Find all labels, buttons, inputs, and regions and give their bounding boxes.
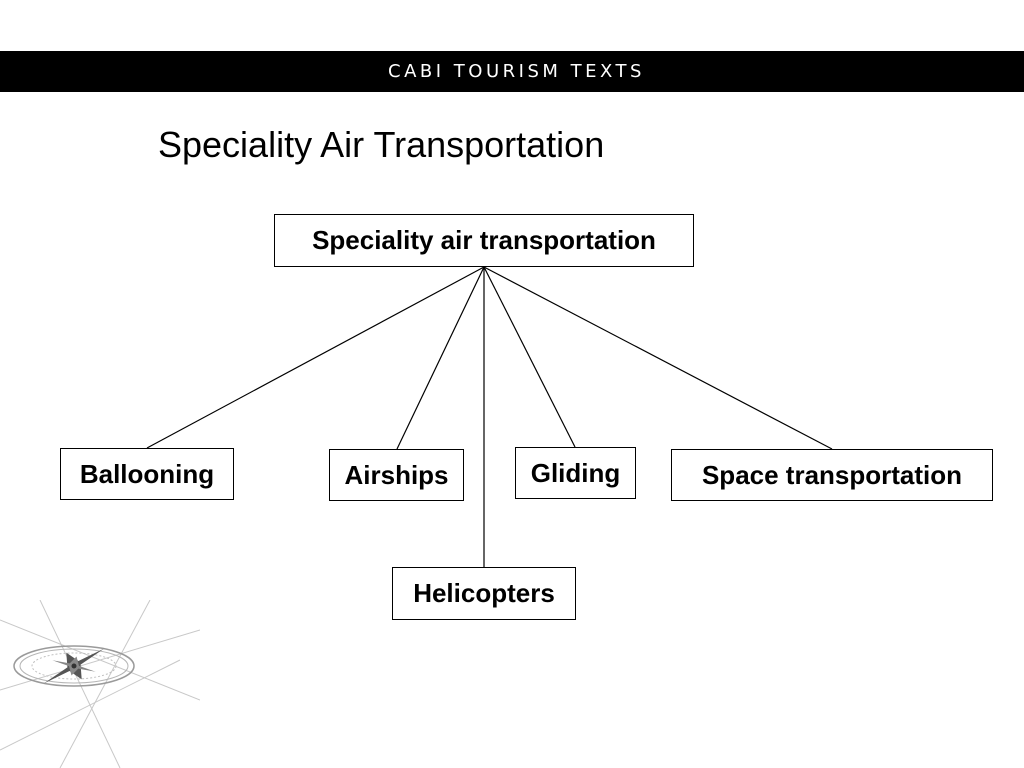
banner-text: CABI TOURISM TEXTS: [388, 61, 645, 82]
node-ballooning: Ballooning: [60, 448, 234, 500]
connector-gliding: [484, 267, 575, 447]
slide-title: Speciality Air Transportation: [158, 124, 605, 165]
connector-airships: [397, 267, 484, 449]
node-gliding: Gliding: [515, 447, 636, 499]
node-root: Speciality air transportation: [274, 214, 694, 267]
node-airships: Airships: [329, 449, 464, 501]
compass-rose-icon: [0, 600, 200, 768]
connector-space-transportation: [484, 267, 832, 449]
node-helicopters: Helicopters: [392, 567, 576, 620]
node-space-transportation: Space transportation: [671, 449, 993, 501]
connector-ballooning: [147, 267, 484, 448]
